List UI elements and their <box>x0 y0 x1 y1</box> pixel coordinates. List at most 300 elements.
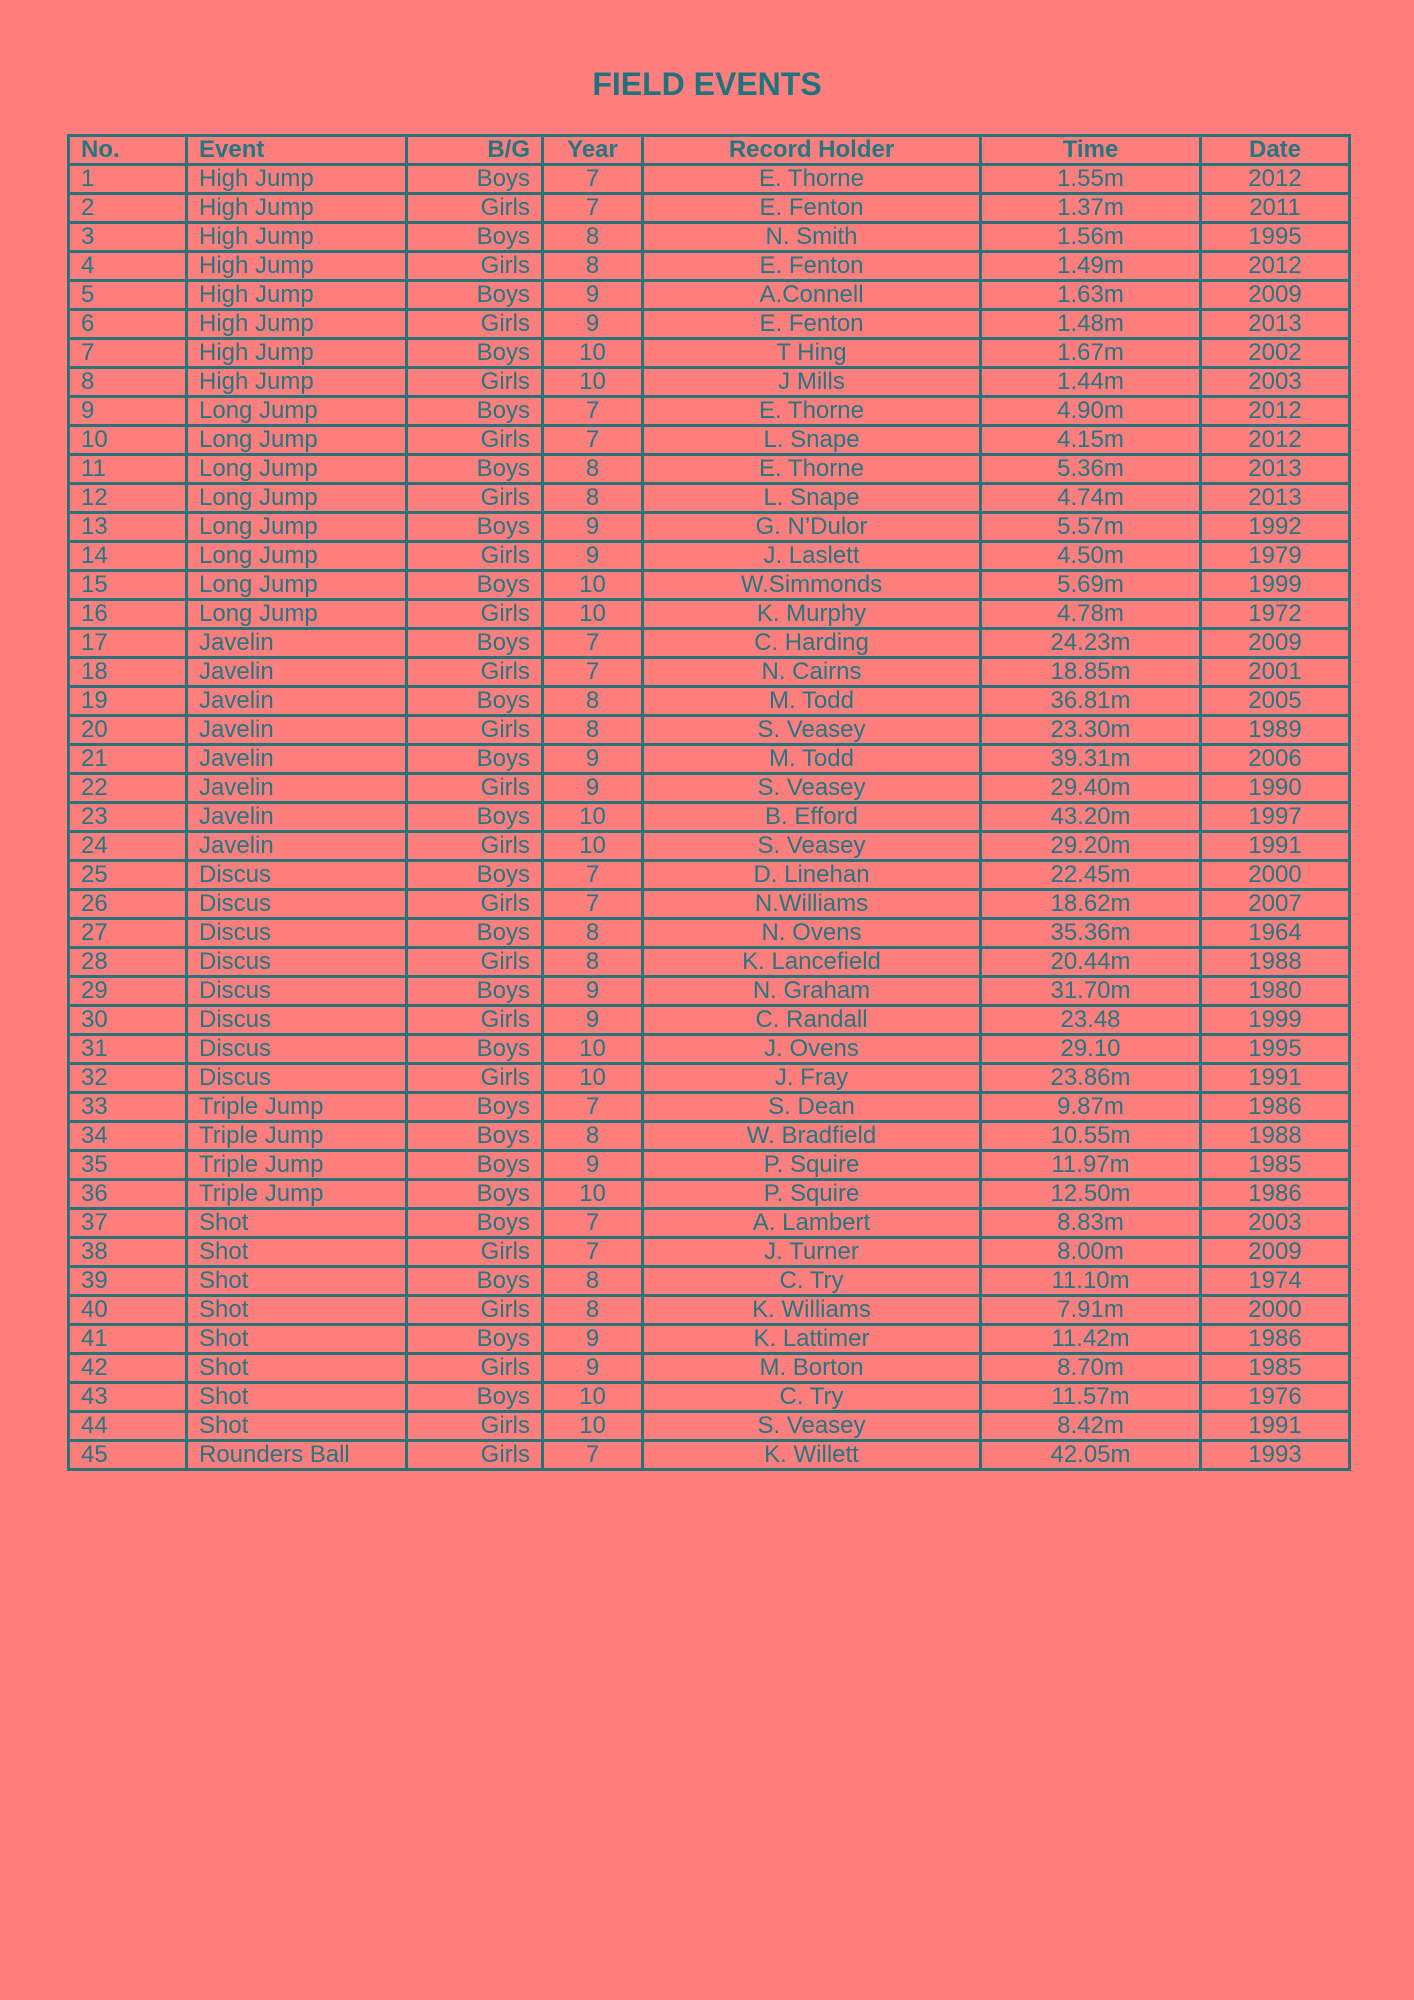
cell-event: Long Jump <box>187 397 407 426</box>
cell-record-holder: S. Veasey <box>643 716 981 745</box>
cell-year: 8 <box>543 687 643 716</box>
cell-date: 1992 <box>1201 513 1350 542</box>
cell-time: 39.31m <box>981 745 1201 774</box>
cell-no: 40 <box>69 1296 187 1325</box>
cell-event: Discus <box>187 948 407 977</box>
table-row <box>69 774 1350 803</box>
cell-no: 32 <box>69 1064 187 1093</box>
table-row <box>69 455 1350 484</box>
cell-year: 10 <box>543 368 643 397</box>
cell-date: 2009 <box>1201 281 1350 310</box>
table-row <box>69 861 1350 890</box>
cell-event: Long Jump <box>187 484 407 513</box>
cell-date: 1990 <box>1201 774 1350 803</box>
cell-no: 45 <box>69 1441 187 1470</box>
cell-year: 8 <box>543 484 643 513</box>
cell-time: 5.36m <box>981 455 1201 484</box>
cell-event: High Jump <box>187 194 407 223</box>
cell-date: 1986 <box>1201 1180 1350 1209</box>
cell-record-holder: E. Thorne <box>643 455 981 484</box>
cell-time: 1.44m <box>981 368 1201 397</box>
cell-bg: Girls <box>407 1441 543 1470</box>
cell-no: 22 <box>69 774 187 803</box>
column-header-bg: B/G <box>407 136 543 165</box>
cell-no: 2 <box>69 194 187 223</box>
cell-no: 15 <box>69 571 187 600</box>
cell-time: 23.86m <box>981 1064 1201 1093</box>
cell-bg: Boys <box>407 629 543 658</box>
cell-year: 8 <box>543 919 643 948</box>
cell-date: 2007 <box>1201 890 1350 919</box>
cell-bg: Boys <box>407 803 543 832</box>
cell-event: Long Jump <box>187 513 407 542</box>
table-header-row <box>69 136 1350 165</box>
cell-year: 8 <box>543 948 643 977</box>
cell-bg: Boys <box>407 1383 543 1412</box>
cell-date: 2000 <box>1201 1296 1350 1325</box>
cell-year: 10 <box>543 1064 643 1093</box>
table-row <box>69 977 1350 1006</box>
cell-bg: Boys <box>407 977 543 1006</box>
cell-bg: Boys <box>407 397 543 426</box>
cell-time: 1.55m <box>981 165 1201 194</box>
cell-no: 24 <box>69 832 187 861</box>
table-row <box>69 513 1350 542</box>
cell-no: 6 <box>69 310 187 339</box>
cell-year: 10 <box>543 803 643 832</box>
cell-no: 20 <box>69 716 187 745</box>
cell-bg: Boys <box>407 339 543 368</box>
cell-event: Javelin <box>187 803 407 832</box>
cell-year: 10 <box>543 339 643 368</box>
cell-date: 1980 <box>1201 977 1350 1006</box>
cell-bg: Girls <box>407 832 543 861</box>
cell-time: 29.40m <box>981 774 1201 803</box>
cell-no: 19 <box>69 687 187 716</box>
cell-no: 8 <box>69 368 187 397</box>
cell-no: 42 <box>69 1354 187 1383</box>
cell-year: 8 <box>543 1296 643 1325</box>
cell-record-holder: J. Fray <box>643 1064 981 1093</box>
cell-date: 2009 <box>1201 1238 1350 1267</box>
cell-no: 10 <box>69 426 187 455</box>
cell-time: 1.48m <box>981 310 1201 339</box>
table-row <box>69 194 1350 223</box>
table-row <box>69 1267 1350 1296</box>
cell-no: 7 <box>69 339 187 368</box>
table-row <box>69 1238 1350 1267</box>
cell-record-holder: J. Laslett <box>643 542 981 571</box>
cell-event: Triple Jump <box>187 1180 407 1209</box>
cell-no: 34 <box>69 1122 187 1151</box>
table-row <box>69 368 1350 397</box>
cell-year: 7 <box>543 397 643 426</box>
page-title: FIELD EVENTS <box>592 66 822 102</box>
cell-record-holder: N. Ovens <box>643 919 981 948</box>
table-row <box>69 1412 1350 1441</box>
cell-record-holder: T Hing <box>643 339 981 368</box>
cell-event: Triple Jump <box>187 1093 407 1122</box>
cell-record-holder: S. Dean <box>643 1093 981 1122</box>
table-row <box>69 310 1350 339</box>
cell-time: 4.78m <box>981 600 1201 629</box>
cell-event: Shot <box>187 1238 407 1267</box>
cell-date: 1989 <box>1201 716 1350 745</box>
table-row <box>69 1151 1350 1180</box>
cell-time: 35.36m <box>981 919 1201 948</box>
cell-time: 5.69m <box>981 571 1201 600</box>
cell-year: 7 <box>543 1441 643 1470</box>
cell-time: 4.90m <box>981 397 1201 426</box>
cell-event: Shot <box>187 1383 407 1412</box>
table-row <box>69 1354 1350 1383</box>
cell-time: 29.10 <box>981 1035 1201 1064</box>
cell-year: 7 <box>543 861 643 890</box>
cell-date: 1979 <box>1201 542 1350 571</box>
table-row <box>69 1180 1350 1209</box>
cell-record-holder: G. N’Dulor <box>643 513 981 542</box>
cell-no: 25 <box>69 861 187 890</box>
cell-no: 30 <box>69 1006 187 1035</box>
cell-event: Shot <box>187 1296 407 1325</box>
cell-date: 2003 <box>1201 368 1350 397</box>
cell-time: 11.42m <box>981 1325 1201 1354</box>
cell-year: 9 <box>543 1354 643 1383</box>
cell-record-holder: E. Thorne <box>643 397 981 426</box>
cell-date: 2001 <box>1201 658 1350 687</box>
cell-date: 2003 <box>1201 1209 1350 1238</box>
cell-record-holder: P. Squire <box>643 1180 981 1209</box>
cell-event: Rounders Ball <box>187 1441 407 1470</box>
cell-time: 1.37m <box>981 194 1201 223</box>
cell-record-holder: S. Veasey <box>643 774 981 803</box>
cell-date: 1986 <box>1201 1093 1350 1122</box>
cell-time: 24.23m <box>981 629 1201 658</box>
cell-event: Discus <box>187 1035 407 1064</box>
cell-no: 35 <box>69 1151 187 1180</box>
cell-event: High Jump <box>187 310 407 339</box>
cell-time: 4.15m <box>981 426 1201 455</box>
cell-record-holder: L. Snape <box>643 426 981 455</box>
cell-no: 23 <box>69 803 187 832</box>
cell-no: 3 <box>69 223 187 252</box>
cell-date: 2012 <box>1201 165 1350 194</box>
cell-bg: Girls <box>407 368 543 397</box>
table-row <box>69 165 1350 194</box>
cell-time: 8.00m <box>981 1238 1201 1267</box>
table-row <box>69 542 1350 571</box>
cell-event: Long Jump <box>187 571 407 600</box>
cell-no: 33 <box>69 1093 187 1122</box>
cell-year: 10 <box>543 571 643 600</box>
cell-year: 10 <box>543 1180 643 1209</box>
cell-no: 11 <box>69 455 187 484</box>
cell-bg: Boys <box>407 455 543 484</box>
cell-time: 1.56m <box>981 223 1201 252</box>
cell-date: 1972 <box>1201 600 1350 629</box>
cell-record-holder: K. Lancefield <box>643 948 981 977</box>
cell-time: 11.57m <box>981 1383 1201 1412</box>
cell-record-holder: A. Lambert <box>643 1209 981 1238</box>
cell-date: 1999 <box>1201 1006 1350 1035</box>
cell-bg: Girls <box>407 426 543 455</box>
cell-year: 8 <box>543 455 643 484</box>
cell-no: 18 <box>69 658 187 687</box>
cell-bg: Girls <box>407 600 543 629</box>
cell-bg: Boys <box>407 165 543 194</box>
cell-time: 29.20m <box>981 832 1201 861</box>
cell-time: 11.10m <box>981 1267 1201 1296</box>
cell-year: 7 <box>543 1238 643 1267</box>
cell-event: Long Jump <box>187 426 407 455</box>
table-body <box>69 165 1350 1470</box>
cell-event: High Jump <box>187 165 407 194</box>
cell-event: Javelin <box>187 629 407 658</box>
cell-year: 10 <box>543 1383 643 1412</box>
cell-bg: Girls <box>407 774 543 803</box>
cell-time: 36.81m <box>981 687 1201 716</box>
cell-event: Shot <box>187 1354 407 1383</box>
cell-bg: Boys <box>407 861 543 890</box>
cell-time: 10.55m <box>981 1122 1201 1151</box>
cell-bg: Boys <box>407 919 543 948</box>
cell-record-holder: K. Williams <box>643 1296 981 1325</box>
cell-bg: Girls <box>407 542 543 571</box>
cell-date: 1986 <box>1201 1325 1350 1354</box>
cell-no: 27 <box>69 919 187 948</box>
cell-time: 43.20m <box>981 803 1201 832</box>
cell-date: 1997 <box>1201 803 1350 832</box>
cell-no: 44 <box>69 1412 187 1441</box>
cell-record-holder: C. Randall <box>643 1006 981 1035</box>
cell-record-holder: K. Lattimer <box>643 1325 981 1354</box>
cell-event: Javelin <box>187 745 407 774</box>
cell-record-holder: N. Cairns <box>643 658 981 687</box>
cell-event: Discus <box>187 1064 407 1093</box>
cell-record-holder: W. Bradfield <box>643 1122 981 1151</box>
cell-event: Discus <box>187 977 407 1006</box>
cell-bg: Boys <box>407 1151 543 1180</box>
cell-year: 10 <box>543 600 643 629</box>
column-header-no: No. <box>69 136 187 165</box>
cell-bg: Boys <box>407 281 543 310</box>
cell-record-holder: E. Fenton <box>643 194 981 223</box>
cell-time: 1.49m <box>981 252 1201 281</box>
cell-bg: Girls <box>407 890 543 919</box>
cell-bg: Girls <box>407 194 543 223</box>
cell-record-holder: J. Turner <box>643 1238 981 1267</box>
cell-year: 9 <box>543 1151 643 1180</box>
cell-date: 2012 <box>1201 252 1350 281</box>
cell-bg: Girls <box>407 716 543 745</box>
cell-record-holder: L. Snape <box>643 484 981 513</box>
cell-year: 7 <box>543 1209 643 1238</box>
cell-record-holder: E. Fenton <box>643 252 981 281</box>
cell-record-holder: D. Linehan <box>643 861 981 890</box>
cell-year: 7 <box>543 426 643 455</box>
table-row <box>69 1006 1350 1035</box>
cell-bg: Girls <box>407 1238 543 1267</box>
cell-time: 1.67m <box>981 339 1201 368</box>
table-row <box>69 1383 1350 1412</box>
cell-date: 1995 <box>1201 1035 1350 1064</box>
cell-year: 7 <box>543 890 643 919</box>
cell-record-holder: E. Fenton <box>643 310 981 339</box>
cell-year: 9 <box>543 1006 643 1035</box>
cell-bg: Boys <box>407 745 543 774</box>
cell-time: 4.50m <box>981 542 1201 571</box>
cell-no: 17 <box>69 629 187 658</box>
table-row <box>69 890 1350 919</box>
cell-time: 8.70m <box>981 1354 1201 1383</box>
table-row <box>69 339 1350 368</box>
cell-date: 2012 <box>1201 426 1350 455</box>
cell-time: 23.48 <box>981 1006 1201 1035</box>
cell-date: 1985 <box>1201 1354 1350 1383</box>
cell-no: 43 <box>69 1383 187 1412</box>
cell-date: 2013 <box>1201 455 1350 484</box>
cell-year: 8 <box>543 223 643 252</box>
cell-bg: Girls <box>407 1354 543 1383</box>
cell-year: 9 <box>543 977 643 1006</box>
cell-bg: Boys <box>407 513 543 542</box>
table-row <box>69 803 1350 832</box>
cell-record-holder: J Mills <box>643 368 981 397</box>
cell-bg: Girls <box>407 1296 543 1325</box>
cell-date: 2013 <box>1201 310 1350 339</box>
cell-event: Triple Jump <box>187 1151 407 1180</box>
cell-record-holder: N.Williams <box>643 890 981 919</box>
cell-time: 1.63m <box>981 281 1201 310</box>
cell-event: Shot <box>187 1209 407 1238</box>
table-row <box>69 1325 1350 1354</box>
cell-bg: Boys <box>407 1209 543 1238</box>
cell-date: 1964 <box>1201 919 1350 948</box>
table-row <box>69 1064 1350 1093</box>
cell-event: Shot <box>187 1325 407 1354</box>
cell-bg: Girls <box>407 658 543 687</box>
table-row <box>69 1296 1350 1325</box>
table-row <box>69 397 1350 426</box>
cell-record-holder: C. Try <box>643 1267 981 1296</box>
cell-event: High Jump <box>187 339 407 368</box>
table-row <box>69 600 1350 629</box>
cell-event: Long Jump <box>187 455 407 484</box>
cell-no: 29 <box>69 977 187 1006</box>
cell-year: 9 <box>543 1325 643 1354</box>
cell-year: 8 <box>543 1267 643 1296</box>
cell-no: 1 <box>69 165 187 194</box>
cell-event: Shot <box>187 1267 407 1296</box>
cell-year: 9 <box>543 745 643 774</box>
cell-time: 4.74m <box>981 484 1201 513</box>
cell-record-holder: M. Borton <box>643 1354 981 1383</box>
cell-time: 31.70m <box>981 977 1201 1006</box>
cell-bg: Girls <box>407 252 543 281</box>
cell-record-holder: C. Harding <box>643 629 981 658</box>
column-header-date: Date <box>1201 136 1350 165</box>
table-row <box>69 1035 1350 1064</box>
cell-year: 7 <box>543 629 643 658</box>
cell-time: 42.05m <box>981 1441 1201 1470</box>
cell-event: Shot <box>187 1412 407 1441</box>
cell-date: 1999 <box>1201 571 1350 600</box>
cell-record-holder: P. Squire <box>643 1151 981 1180</box>
cell-no: 39 <box>69 1267 187 1296</box>
cell-year: 7 <box>543 194 643 223</box>
cell-time: 8.83m <box>981 1209 1201 1238</box>
cell-year: 10 <box>543 1035 643 1064</box>
cell-year: 9 <box>543 310 643 339</box>
cell-event: Discus <box>187 919 407 948</box>
cell-record-holder: W.Simmonds <box>643 571 981 600</box>
table-row <box>69 832 1350 861</box>
cell-record-holder: N. Graham <box>643 977 981 1006</box>
table-row <box>69 1209 1350 1238</box>
cell-time: 8.42m <box>981 1412 1201 1441</box>
table-row <box>69 281 1350 310</box>
cell-no: 12 <box>69 484 187 513</box>
cell-no: 21 <box>69 745 187 774</box>
cell-no: 16 <box>69 600 187 629</box>
cell-bg: Boys <box>407 1180 543 1209</box>
cell-no: 37 <box>69 1209 187 1238</box>
cell-no: 13 <box>69 513 187 542</box>
cell-date: 1993 <box>1201 1441 1350 1470</box>
cell-no: 31 <box>69 1035 187 1064</box>
cell-event: Javelin <box>187 687 407 716</box>
cell-no: 41 <box>69 1325 187 1354</box>
cell-bg: Girls <box>407 1412 543 1441</box>
cell-date: 2009 <box>1201 629 1350 658</box>
cell-year: 9 <box>543 774 643 803</box>
cell-record-holder: N. Smith <box>643 223 981 252</box>
table-row <box>69 571 1350 600</box>
cell-date: 1988 <box>1201 1122 1350 1151</box>
cell-year: 7 <box>543 1093 643 1122</box>
cell-no: 38 <box>69 1238 187 1267</box>
table-row <box>69 426 1350 455</box>
cell-date: 1976 <box>1201 1383 1350 1412</box>
cell-event: High Jump <box>187 368 407 397</box>
cell-year: 8 <box>543 716 643 745</box>
cell-bg: Girls <box>407 310 543 339</box>
cell-event: Triple Jump <box>187 1122 407 1151</box>
cell-year: 10 <box>543 832 643 861</box>
cell-event: Discus <box>187 1006 407 1035</box>
cell-bg: Girls <box>407 484 543 513</box>
cell-date: 2005 <box>1201 687 1350 716</box>
cell-event: Javelin <box>187 716 407 745</box>
cell-bg: Boys <box>407 1122 543 1151</box>
cell-record-holder: B. Efford <box>643 803 981 832</box>
cell-year: 9 <box>543 513 643 542</box>
cell-date: 2011 <box>1201 194 1350 223</box>
table-row <box>69 658 1350 687</box>
cell-record-holder: S. Veasey <box>643 1412 981 1441</box>
column-header-year: Year <box>543 136 643 165</box>
cell-year: 10 <box>543 1412 643 1441</box>
cell-bg: Girls <box>407 1064 543 1093</box>
cell-date: 2000 <box>1201 861 1350 890</box>
table-row <box>69 1441 1350 1470</box>
cell-record-holder: E. Thorne <box>643 165 981 194</box>
cell-date: 1985 <box>1201 1151 1350 1180</box>
cell-record-holder: M. Todd <box>643 745 981 774</box>
table-row <box>69 716 1350 745</box>
cell-time: 11.97m <box>981 1151 1201 1180</box>
cell-record-holder: C. Try <box>643 1383 981 1412</box>
